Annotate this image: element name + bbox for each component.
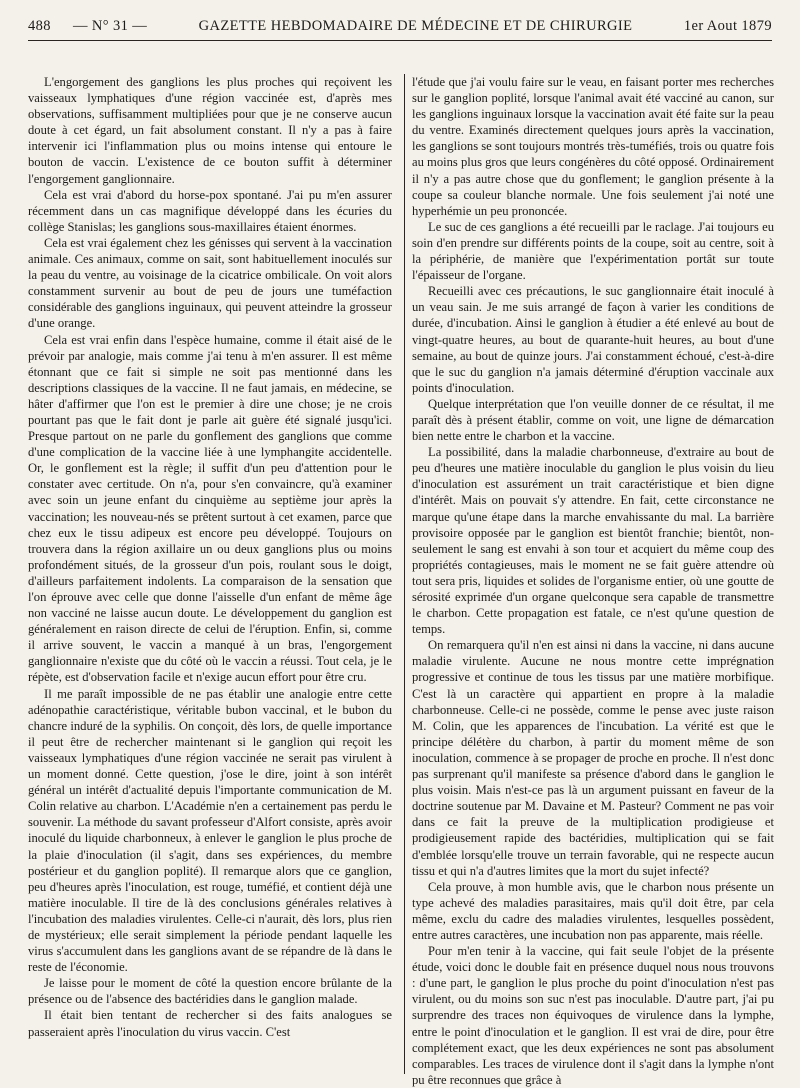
journal-title: GAZETTE HEBDOMADAIRE DE MÉDECINE ET DE CHIRURGIE — [198, 17, 633, 34]
paragraph: Cela est vrai enfin dans l'espèce humaine, comme il était aisé de le prévoir par analogie, mais comme j'ai tenu à m'en assurer. Il est même étonnant que ce fait si simple ne soit pas mentionné dans les descriptions classiques de la vaccine. Il ne faut jamais, en médecine, se hâter d'affirmer que l'on est le premier à dire une chose; je ne crois pourtant pas que le fait dont je parle ait guère été signalé jusqu'ici. Presque partout on ne parle du gonflement des ganglions que comme d'une complication de la vaccine liée à une lymphangite accidentelle. Or, le gonflement est la règle; il suffit d'un peu d'attention pour le constater avec certitude. On n'a, pour s'en convaincre, qu'à examiner avec soin un jeune enfant du cinquième au septième jour après la vaccination; les nouveau-nés se prêtent surtout à cet examen, parce que chez eux le tissu adipeux est encore peu développé. Toujours on trouvera dans la région axillaire un ou deux ganglions plus ou moins profondément situés, de la grosseur d'un pois, roulant sous le doigt, d'ailleurs parfaitement indolents. La comparaison de la sensation que l'on éprouve avec celle que donne l'aisselle d'un enfant de même âge non vacciné ne laisse aucun doute. Le développement du ganglion est généralement en raison directe de celui de l'éruption. Enfin, si, comme il arrive souvent, le vaccin a manqué à un bras, l'engorgement ganglionnaire n'existe que du côté où le vaccin a réussi. Tout cela, je le répète, est d'observation facile et n'exige aucun effort pour être cru. — [28, 332, 392, 685]
paragraph: l'étude que j'ai voulu faire sur le veau, en faisant porter mes recherches sur le ganglion poplité, lorsque l'animal avait été vacciné au canon, sur les ganglions inguinaux lorsque la vaccination avait été faite sur la peau du ventre. Examinés directement quelques jours après la vaccination, les ganglions se sont toujours montrés très-tuméfiés, trois ou quatre fois au moins plus gros que leurs congénères du côté opposé. Ordinairement il n'y a pas autre chose que du gonflement; le ganglion présente à la coupe sa couleur blanche normale. Une fois seulement j'ai noté une hyperhémie un peu prononcée. — [412, 75, 775, 218]
paragraph: La possibilité, dans la maladie charbonneuse, d'extraire au bout de peu d'heures une matière inoculable du ganglion le plus voisin du lieu d'inoculation est assurément un trait caractéristique et bien digne d'intérêt. Mais on pouvait s'y attendre. En fait, cette circonstance ne marque qu'une étape dans la marche envahissante du mal. La barrière provisoire opposée par le ganglion est bientôt franchie; bientôt, non-seulement le sang est envahi à son tour et acquiert du même coup des propriétés contagieuses, mais le moment ne se fait guère attendre où tout sera pris, liquides et solides de l'organisme entier, où une goutte de sérosité exprimée d'un organe quelconque sera capable de transmettre le charbon. Cette propagation est fatale, ce n'est qu'une question de temps. — [412, 445, 774, 637]
paragraph: Il me paraît impossible de ne pas établir une analogie entre cette adénopathie caractéristique, véritable bubon vaccinal, et le bubon du chancre induré de la syphilis. On conçoit, dès lors, de quelle importance il peut être de rechercher maintenant si le ganglion qui reçoit les vaisseaux lymphatiques d'une région vaccinée ne serait pas virulent à un moment donné. Cette question, j'ose le dire, joint à son intérêt général un intérêt d'actualité depuis l'importante communication de M. Colin relative au charbon. L'Académie n'en a certainement pas perdu le souvenir. La méthode du savant professeur d'Alfort consiste, après avoir inoculé du liquide charbonneux, à enlever le ganglion le plus proche de la plaie d'inoculation (il s'agit, dans ses expériences, du membre postérieur et du ganglion poplité). Il remarque alors que ce ganglion, peu d'heures après l'inoculation, est rouge, tuméfié, et contient déjà une matière inoculable. Il tire de là des conclusions générales relatives à l'incubation des maladies virulentes. Celle-ci n'aurait, dès lors, plus rien de mystérieux; elle serait simplement la période pendant laquelle les virus s'accumulent dans les ganglions avant de se répandre de là dans le reste de l'économie. — [28, 686, 392, 975]
paragraph: L'engorgement des ganglions les plus proches qui reçoivent les vaisseaux lymphatiques d'une région vaccinée est, d'après mes observations, suffisamment multipliées pour que je ne conserve aucun doute à cet égard, un fait absolument constant. Il n'y a pas à faire intervenir ici l'inflammation plus ou moins intense qui entoure le bouton de vaccin. L'existence de ce bouton suffit à déterminer l'engorgement ganglionnaire. — [28, 75, 392, 186]
paragraph: Il était bien tentant de rechercher si des faits analogues se passeraient après l'inoculation du virus vaccin. C'est — [28, 1008, 392, 1039]
paragraph: Pour m'en tenir à la vaccine, qui fait seule l'objet de la présente étude, voici donc le double fait en présence duquel nous nous trouvons : d'une part, le ganglion le plus proche du point d'inoculation n'est pas virulent, ou du moins son suc n'est pas inoculable. D'autre part, j'ai pu surprendre des traces non équivoques de virulence dans la lymphe, entre le point d'inoculation et le ganglion. Il est vrai de dire, pour être complétement exact, que les deux expériences ne sont pas absolument comparables. Les traces de virulence dont il s'agit dans la lymphe n'ont pu être reconnues que grâce à — [412, 944, 774, 1087]
paragraph: Cela est vrai d'abord du horse-pox spontané. J'ai pu m'en assurer récemment dans un cas magnifique développé dans les écuries du collège Stanislas; les ganglions sous-maxillaires étaient énormes. — [28, 187, 392, 234]
paragraph: Quelque interprétation que l'on veuille donner de ce résultat, il me paraît dès à présent établir, comme on voit, une ligne de démarcation bien nette entre le charbon et la vaccine. — [412, 396, 774, 444]
header-rule — [28, 40, 772, 41]
paragraph: Cela est vrai également chez les génisses qui servent à la vaccination animale. Ces animaux, comme on sait, sont habituellement inoculés sur la peau du ventre, au voisinage de la cicatrice ombilicale. On voit alors constamment survenir au bout de peu de jours une tuméfaction considérable des ganglions inguinaux, qui peuvent atteindre la grosseur d'une orange. — [28, 235, 392, 331]
paragraph: Cela prouve, à mon humble avis, que le charbon nous présente un type achevé des maladies parasitaires, mais qu'il doit être, par cela même, exclu du cadre des maladies virulentes, lesquelles possèdent, entre autres caractères, une incubation non pas apparente, mais réelle. — [412, 879, 774, 942]
paragraph: On remarquera qu'il n'en est ainsi ni dans la vaccine, ni dans aucune maladie virulente. Aucune ne nous montre cette imprégnation progressive et continue de tous les tissus par une matière morbifique. C'est là un caractère qui appartient en propre à la maladie charbonneuse. Celle-ci ne possède, comme le pense avec juste raison M. Colin, que les apparences de l'incubation. La vérité est que le principe délétère du charbon, à partir du moment même de son inoculation, commence à se propager de proche en proche. Il n'est donc pas surprenant qu'il manifeste sa présence d'abord dans le ganglion le plus voisin. Mais n'est-ce pas là un argument puissant en faveur de la doctrine soutenue par M. Davaine et M. Pasteur? Comment ne pas voir dans ce fait la preuve de la multiplication prodigieuse et prodigieusement rapide des bactéridies, multiplication qui se fait d'emblée lorsqu'elle trouve un terrain favorable, qui ne respecte aucun tissu et qui n'a d'autres limites que la mort du sujet infecté? — [412, 638, 774, 878]
issue-date: 1er Aout 1879 — [683, 17, 772, 34]
paragraph: Le suc de ces ganglions a été recueilli par le raclage. J'ai toujours eu soin d'en prendre sur différents points de la coupe, soit au centre, soit à la périphérie, de manière que l'expérimentation portât sur toute l'épaisseur de l'organe. — [412, 219, 774, 283]
paragraph: Je laisse pour le moment de côté la question encore brûlante de la présence ou de l'absence des bactéridies dans le ganglion malade. — [28, 976, 392, 1007]
right-column — [412, 74, 774, 1088]
running-header — [28, 13, 772, 39]
column-rule — [404, 74, 405, 1074]
left-column — [28, 74, 392, 1040]
paragraph: Recueilli avec ces précautions, le suc ganglionnaire était inoculé à un veau sain. Je me suis arrangé de façon à varier les conditions de durée, d'incubation. Ainsi le ganglion à étudier a été enlevé au bout de vingt-quatre heures, au bout de quarante-huit heures, au bout d'une semaine, au bout de quinze jours. J'ai constamment échoué, c'est-à-dire que le suc du ganglion n'a jamais déterminé d'éruption vaccinale aux points d'inoculation. — [412, 284, 774, 395]
page-number: 488 — [28, 17, 51, 34]
issue-number: — N° 31 — — [72, 17, 148, 34]
